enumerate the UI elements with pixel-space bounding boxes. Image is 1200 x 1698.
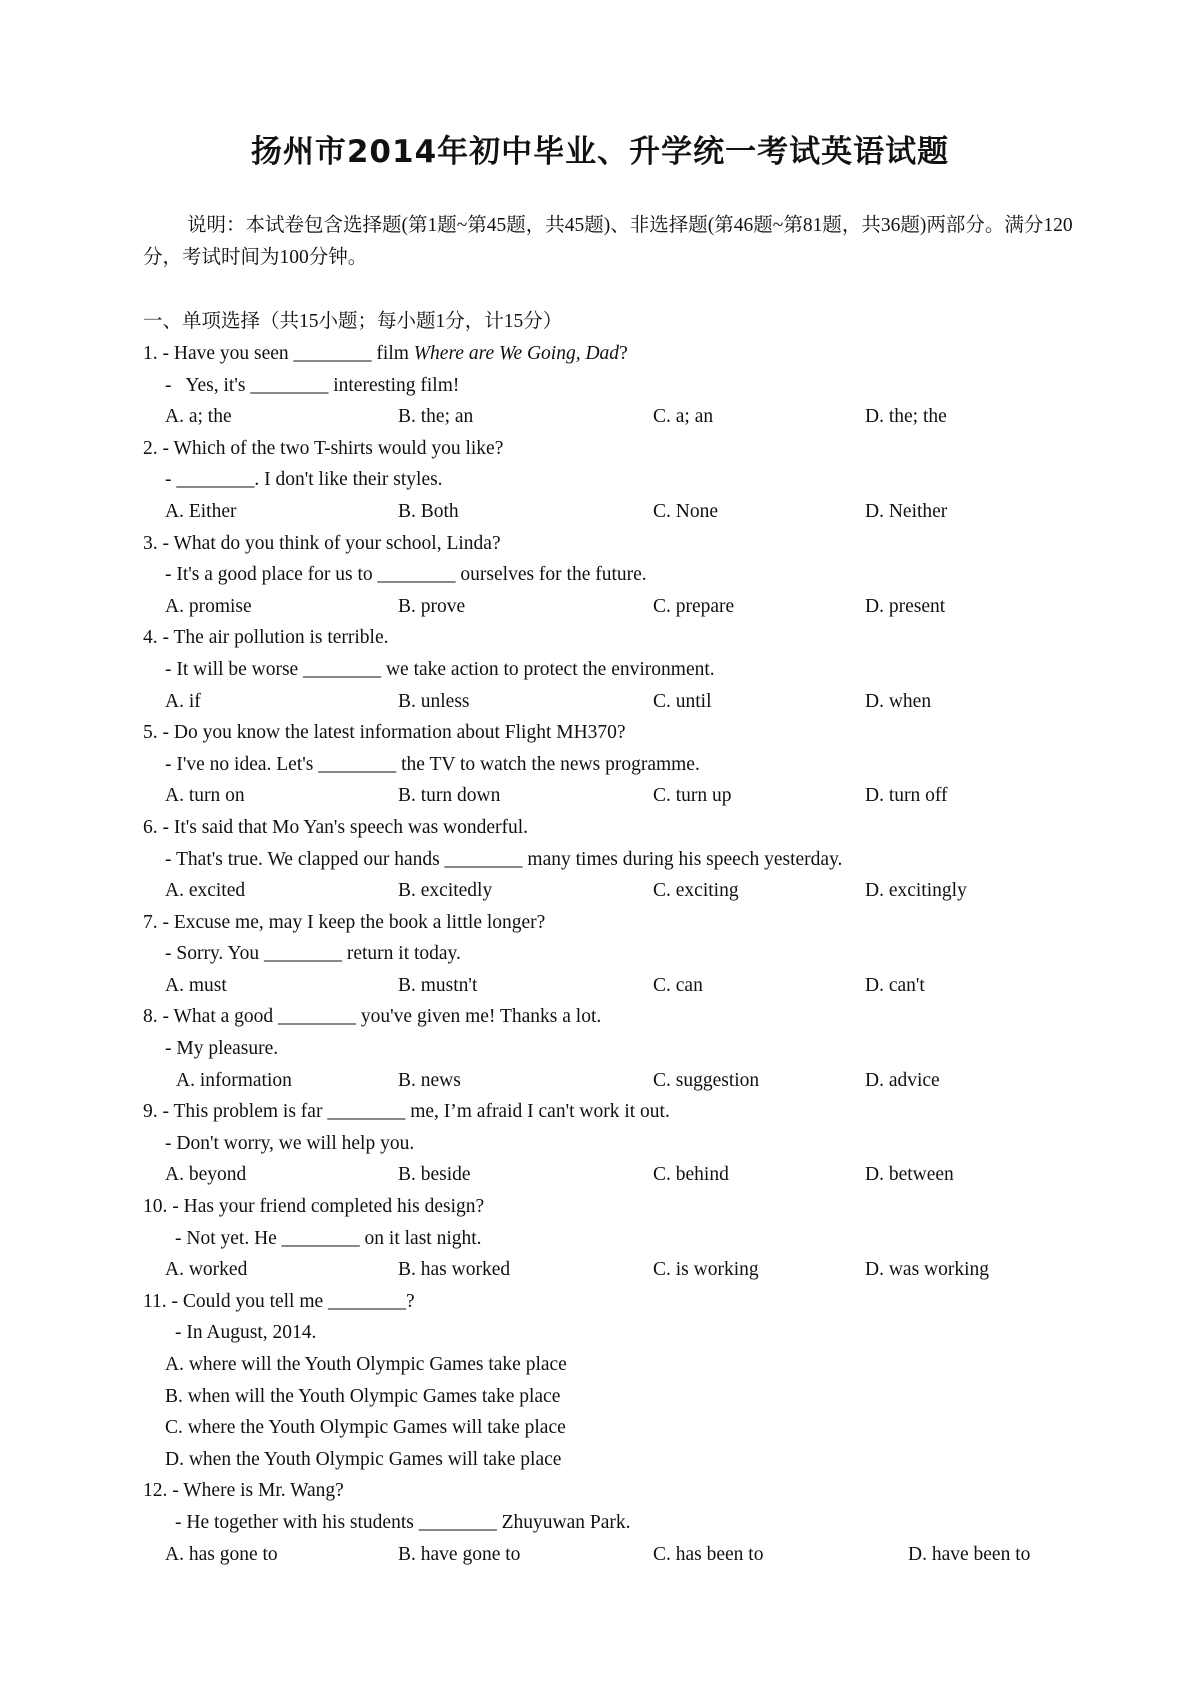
question-stem: 6. - It's said that Mo Yan's speech was wonderful. xyxy=(143,816,529,838)
option-b[interactable]: B. excitedly xyxy=(398,880,493,902)
answer-options xyxy=(143,875,1103,907)
question-4 xyxy=(143,622,1103,717)
question-response: - I've no idea. Let's ________ the TV to watch the news programme. xyxy=(165,753,700,775)
question-response: - In August, 2014. xyxy=(175,1322,317,1344)
question-response: - My pleasure. xyxy=(165,1038,279,1060)
option-c[interactable]: C. exciting xyxy=(653,880,739,902)
option-b[interactable]: B. mustn't xyxy=(398,974,478,996)
option-d[interactable]: D. was working xyxy=(865,1259,990,1281)
option-d[interactable]: D. when xyxy=(865,690,932,712)
question-stem: 7. - Excuse me, may I keep the book a little longer? xyxy=(143,911,546,933)
question-7 xyxy=(143,907,1103,1002)
question-stem: 10. - Has your friend completed his design? xyxy=(143,1196,485,1218)
option-d[interactable]: D. between xyxy=(865,1164,954,1186)
question-list xyxy=(143,338,1103,1570)
option-b[interactable]: B. the; an xyxy=(398,406,474,428)
option-d[interactable]: D. turn off xyxy=(865,785,948,807)
question-stem: 8. - What a good ________ you've given me! Thanks a lot. xyxy=(143,1006,602,1028)
option-b[interactable]: B. unless xyxy=(398,690,470,712)
option-b[interactable]: B. has worked xyxy=(398,1259,511,1281)
film-title: Where are We Going, Dad xyxy=(413,343,620,364)
option-c[interactable]: C. can xyxy=(653,974,703,996)
question-response: - It will be worse ________ we take action to protect the environment. xyxy=(165,658,715,680)
question-response: - That's true. We clapped our hands ________ many times during his speech yesterday. xyxy=(165,848,843,870)
option-a[interactable]: A. excited xyxy=(165,880,246,902)
option-d[interactable]: D. can't xyxy=(865,974,925,996)
question-6 xyxy=(143,812,1103,907)
question-response: - Yes, it's ________ interesting film! xyxy=(165,374,460,396)
option-a[interactable]: A. if xyxy=(165,690,201,712)
question-9 xyxy=(143,1096,1103,1191)
question-11 xyxy=(143,1286,1103,1476)
answer-options xyxy=(143,970,1103,1002)
option-a[interactable]: A. must xyxy=(165,974,227,996)
question-3 xyxy=(143,528,1103,623)
option-c[interactable]: C. suggestion xyxy=(653,1069,760,1091)
question-response: - It's a good place for us to ________ ourselves for the future. xyxy=(165,564,647,586)
question-stem: 9. - This problem is far ________ me, I’m afraid I can't work it out. xyxy=(143,1101,670,1123)
option-b[interactable]: B. Both xyxy=(398,500,459,522)
instructions-text: 说明：本试卷包含选择题(第1题~第45题，共45题)、非选择题(第46题~第81题，共36题)两部分。满分120分，考试时间为100分钟。 xyxy=(143,215,1073,268)
question-5 xyxy=(143,717,1103,812)
answer-options xyxy=(143,1539,1103,1571)
question-stem: 2. - Which of the two T-shirts would you like? xyxy=(143,437,504,459)
option-a[interactable]: A. turn on xyxy=(165,785,245,807)
answer-options xyxy=(143,1159,1103,1191)
option-c[interactable]: C. turn up xyxy=(653,785,732,807)
option-c[interactable]: C. a; an xyxy=(653,406,714,428)
option-a[interactable]: A. where will the Youth Olympic Games take place xyxy=(165,1354,567,1375)
answer-options xyxy=(143,1065,1103,1097)
question-1 xyxy=(143,338,1103,433)
option-c[interactable]: C. has been to xyxy=(653,1543,764,1565)
option-d[interactable]: D. Neither xyxy=(865,500,948,522)
instructions xyxy=(143,210,1073,274)
answer-options xyxy=(143,686,1103,718)
option-b[interactable]: B. turn down xyxy=(398,785,501,807)
option-b[interactable]: B. when will the Youth Olympic Games take place xyxy=(165,1385,561,1407)
answer-options xyxy=(143,401,1103,433)
question-stem: 11. - Could you tell me ________? xyxy=(143,1290,415,1312)
option-c[interactable]: C. is working xyxy=(653,1259,759,1281)
question-8 xyxy=(143,1001,1103,1096)
answer-options xyxy=(143,780,1103,812)
option-a[interactable]: A. a; the xyxy=(165,406,232,428)
question-response: - Not yet. He ________ on it last night. xyxy=(175,1227,482,1249)
question-stem: 4. - The air pollution is terrible. xyxy=(143,627,389,649)
option-b[interactable]: B. beside xyxy=(398,1164,471,1186)
option-c[interactable]: C. behind xyxy=(653,1164,729,1186)
option-d[interactable]: D. the; the xyxy=(865,406,947,428)
question-10 xyxy=(143,1191,1103,1286)
option-d[interactable]: D. have been to xyxy=(908,1543,1031,1565)
section-heading: 一、单项选择（共15小题；每小题1分，计15分） xyxy=(143,311,563,332)
option-a[interactable]: A. beyond xyxy=(165,1164,247,1186)
option-d[interactable]: D. advice xyxy=(865,1069,940,1091)
option-a[interactable]: A. Either xyxy=(165,500,237,522)
question-stem: 1. - Have you seen ________ film Where are We Going, Dad? xyxy=(143,343,628,364)
option-c[interactable]: C. until xyxy=(653,690,712,712)
option-a[interactable]: A. information xyxy=(176,1069,292,1091)
option-c[interactable]: C. prepare xyxy=(653,595,735,617)
question-stem: 3. - What do you think of your school, Linda? xyxy=(143,532,501,554)
option-a[interactable]: A. worked xyxy=(165,1259,248,1281)
question-response: - He together with his students ________ Zhuyuwan Park. xyxy=(175,1511,631,1533)
option-b[interactable]: B. prove xyxy=(398,595,466,617)
option-c[interactable]: C. None xyxy=(653,500,718,522)
option-c[interactable]: C. where the Youth Olympic Games will take place xyxy=(165,1417,566,1439)
question-stem: 12. - Where is Mr. Wang? xyxy=(143,1480,344,1502)
option-d[interactable]: D. excitingly xyxy=(865,880,967,902)
answer-options xyxy=(143,496,1103,528)
page-title: 扬州市2014年初中毕业、升学统一考试英语试题 xyxy=(250,134,950,170)
answer-options xyxy=(143,1254,1103,1286)
question-response: - Don't worry, we will help you. xyxy=(165,1132,415,1154)
option-b[interactable]: B. have gone to xyxy=(398,1543,521,1565)
option-a[interactable]: A. promise xyxy=(165,595,252,617)
question-2 xyxy=(143,433,1103,528)
question-stem: 5. - Do you know the latest information about Flight MH370? xyxy=(143,722,626,744)
option-b[interactable]: B. news xyxy=(398,1069,461,1091)
option-d[interactable]: D. present xyxy=(865,595,946,617)
question-response: - ________. I don't like their styles. xyxy=(165,469,443,491)
answer-options xyxy=(143,591,1103,623)
option-a[interactable]: A. has gone to xyxy=(165,1543,278,1565)
question-response: - Sorry. You ________ return it today. xyxy=(165,943,461,965)
question-12 xyxy=(143,1475,1103,1570)
option-d[interactable]: D. when the Youth Olympic Games will take place xyxy=(165,1448,562,1470)
